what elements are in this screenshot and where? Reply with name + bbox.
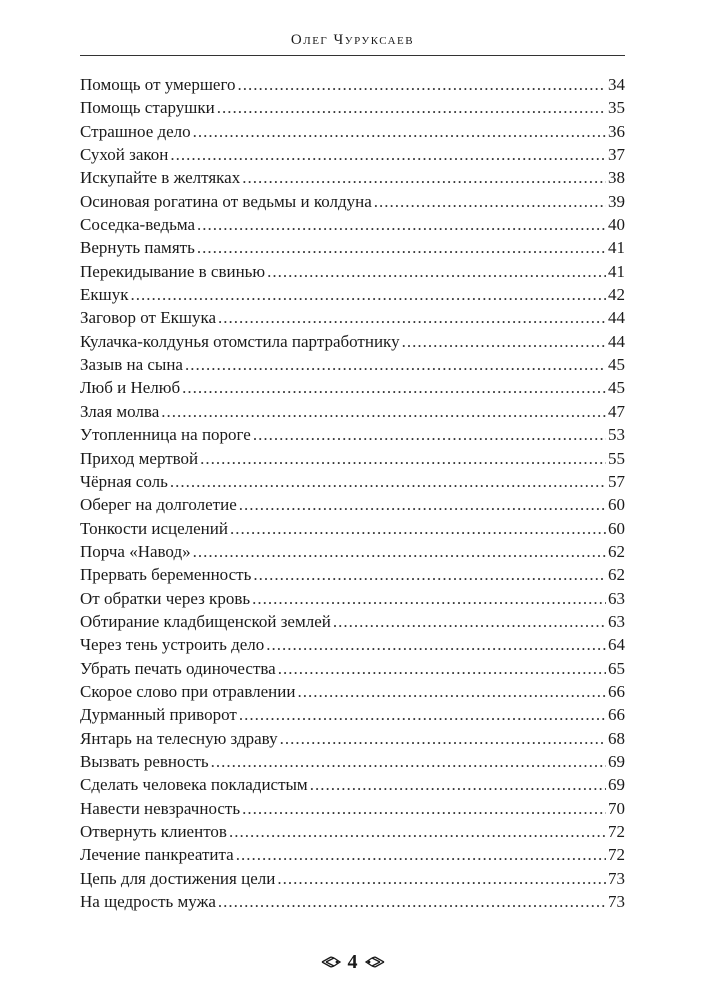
toc-entry xyxy=(80,166,625,189)
toc-entry xyxy=(80,236,625,259)
toc-entry-title: Навести невзрачность xyxy=(80,798,241,818)
toc-entry-title: Злая молва xyxy=(80,401,160,421)
toc-entry xyxy=(80,703,625,726)
toc-entry-page: 36 xyxy=(608,121,625,141)
toc-entry-title: Сделать человека покладистым xyxy=(80,775,308,795)
toc-entry-title: Чёрная соль xyxy=(80,471,168,491)
toc-dot-leader xyxy=(200,447,606,470)
toc-dot-leader xyxy=(197,213,606,236)
toc-dot-leader xyxy=(218,306,606,329)
toc-entry-page: 69 xyxy=(608,751,625,771)
toc-entry xyxy=(80,447,625,470)
toc-entry xyxy=(80,517,625,540)
running-head: Олег Чуруксаев xyxy=(290,32,415,48)
toc-entry-page: 73 xyxy=(608,892,625,912)
toc-entry-page: 66 xyxy=(608,681,625,701)
toc-entry-title: Тонкости исцелений xyxy=(80,518,228,538)
ornament-left-icon xyxy=(320,955,342,969)
toc-entry xyxy=(80,73,625,96)
toc-entry-title: Убрать печать одиночества xyxy=(80,658,276,678)
toc-dot-leader xyxy=(297,680,606,703)
toc-entry xyxy=(80,120,625,143)
toc-dot-leader xyxy=(170,143,606,166)
toc-entry xyxy=(80,610,625,633)
toc-entry-title: Вернуть память xyxy=(80,238,195,258)
toc-entry-page: 62 xyxy=(608,565,625,585)
page-number: 4 xyxy=(347,951,358,973)
toc-dot-leader xyxy=(217,96,606,119)
toc-entry-page: 38 xyxy=(608,168,625,188)
toc-dot-leader xyxy=(236,843,606,866)
toc-entry-title: Вызвать ревность xyxy=(80,751,209,771)
toc-entry-page: 57 xyxy=(608,471,625,491)
toc-entry-title: Заговор от Екшука xyxy=(80,308,217,328)
toc-dot-leader xyxy=(374,190,606,213)
toc-entry-page: 60 xyxy=(608,518,625,538)
toc-entry-title: На щедрость мужа xyxy=(80,892,216,912)
toc-entry-title: Цепь для достижения цели xyxy=(80,868,276,888)
toc-dot-leader xyxy=(277,867,606,890)
toc-entry xyxy=(80,96,625,119)
toc-entry-page: 47 xyxy=(608,401,625,421)
toc-dot-leader xyxy=(253,563,606,586)
toc-dot-leader xyxy=(131,283,607,306)
toc-dot-leader xyxy=(267,260,606,283)
toc-entry-page: 64 xyxy=(608,635,625,655)
toc-entry xyxy=(80,890,625,913)
toc-dot-leader xyxy=(253,423,606,446)
toc-entry xyxy=(80,260,625,283)
toc-entry-page: 44 xyxy=(608,331,625,351)
toc-dot-leader xyxy=(266,633,606,656)
toc-entry-title: Отвернуть клиентов xyxy=(80,822,227,841)
toc-entry-title: Приход мертвой xyxy=(80,448,199,468)
toc-entry-title: Люб и Нелюб xyxy=(80,378,181,398)
toc-entry xyxy=(80,773,625,796)
toc-entry xyxy=(80,750,625,773)
toc-entry-title: Дурманный приворот xyxy=(80,705,237,725)
toc-entry xyxy=(80,353,625,376)
toc-entry-page: 40 xyxy=(608,215,625,235)
toc-entry-title: Скорое слово при отравлении xyxy=(80,681,296,701)
toc-entry xyxy=(80,213,625,236)
toc-entry-page: 69 xyxy=(608,775,625,795)
toc-entry xyxy=(80,633,625,656)
toc-dot-leader xyxy=(182,376,606,399)
toc-entry-title: Лечение панкреатита xyxy=(80,845,234,865)
toc-entry-title: Страшное дело xyxy=(80,121,191,141)
toc-dot-leader xyxy=(170,470,606,493)
toc-entry-title: Перекидывание в свинью xyxy=(80,261,266,281)
toc-entry-title: Утопленница на пороге xyxy=(80,425,251,445)
toc-entry-page: 45 xyxy=(608,378,625,398)
toc-entry xyxy=(80,657,625,680)
toc-dot-leader xyxy=(211,750,606,773)
toc-dot-leader xyxy=(242,797,606,820)
toc-entry xyxy=(80,470,625,493)
toc-entry-title: Помощь от умершего xyxy=(80,75,236,94)
toc-dot-leader xyxy=(161,400,606,423)
toc-entry-title: Помощь старушки xyxy=(80,98,215,118)
toc-entry xyxy=(80,423,625,446)
toc-dot-leader xyxy=(278,657,606,680)
toc-entry xyxy=(80,330,625,353)
toc-dot-leader xyxy=(239,493,606,516)
toc-dot-leader xyxy=(242,166,606,189)
toc-entry-page: 42 xyxy=(608,285,625,305)
toc-entry-page: 68 xyxy=(608,728,625,748)
toc-entry-page: 53 xyxy=(608,425,625,445)
toc-dot-leader xyxy=(230,517,606,540)
toc-entry-title: Зазыв на сына xyxy=(80,355,183,375)
toc-entry xyxy=(80,306,625,329)
toc-entry xyxy=(80,190,625,213)
toc-entry-page: 70 xyxy=(608,798,625,818)
toc-entry-page: 39 xyxy=(608,191,625,211)
toc-entry-page: 44 xyxy=(608,308,625,328)
toc-entry xyxy=(80,563,625,586)
toc-dot-leader xyxy=(238,73,606,96)
page-footer xyxy=(0,950,705,974)
toc-entry-page: 66 xyxy=(608,705,625,725)
toc-entry xyxy=(80,493,625,516)
toc-entry xyxy=(80,680,625,703)
toc-entry-page: 41 xyxy=(608,261,625,281)
toc-entry-title: Обтирание кладбищенской землей xyxy=(80,611,331,631)
toc-entry xyxy=(80,867,625,890)
toc-entry-title: Кулачка-колдунья отомстила партработнику xyxy=(80,331,400,351)
toc-entry xyxy=(80,843,625,866)
toc-entry-page: 65 xyxy=(608,658,625,678)
toc-entry-page: 63 xyxy=(608,611,625,631)
toc-entry-title: Соседка-ведьма xyxy=(80,215,196,235)
toc-entry-title: Искупайте в желтяках xyxy=(80,168,241,188)
toc-dot-leader xyxy=(193,120,606,143)
toc-dot-leader xyxy=(197,236,606,259)
toc-entry xyxy=(80,143,625,166)
toc-entry-title: Янтарь на телесную здраву xyxy=(80,728,278,748)
toc-entry-title: Екшук xyxy=(80,285,129,305)
toc-dot-leader xyxy=(229,820,606,843)
toc-entry xyxy=(80,540,625,563)
toc-dot-leader xyxy=(185,353,606,376)
toc-entry-page: 34 xyxy=(608,75,625,94)
toc-entry xyxy=(80,727,625,750)
toc-entry-title: Через тень устроить дело xyxy=(80,635,265,655)
toc-entry-page: 62 xyxy=(608,541,625,561)
toc-entry-page: 45 xyxy=(608,355,625,375)
toc-entry xyxy=(80,283,625,306)
toc-dot-leader xyxy=(280,727,606,750)
table-of-contents xyxy=(80,73,625,913)
toc-entry-page: 37 xyxy=(608,145,625,165)
toc-entry-page: 55 xyxy=(608,448,625,468)
toc-entry-page: 73 xyxy=(608,868,625,888)
toc-entry-title: Прервать беременность xyxy=(80,565,252,585)
toc-entry xyxy=(80,820,625,843)
toc-dot-leader xyxy=(239,703,606,726)
toc-entry xyxy=(80,376,625,399)
toc-dot-leader xyxy=(252,587,606,610)
header-rule xyxy=(80,55,625,56)
toc-dot-leader xyxy=(218,890,606,913)
toc-entry-page: 72 xyxy=(608,845,625,865)
toc-dot-leader xyxy=(193,540,606,563)
toc-entry-title: Порча «Навод» xyxy=(80,541,191,561)
toc-entry-title: От обратки через кровь xyxy=(80,588,251,608)
ornament-right-icon xyxy=(364,955,386,969)
toc-dot-leader xyxy=(402,330,606,353)
toc-entry-page: 60 xyxy=(608,495,625,515)
toc-entry xyxy=(80,587,625,610)
toc-entry xyxy=(80,400,625,423)
toc-entry-title: Сухой закон xyxy=(80,145,169,165)
toc-entry-title: Оберег на долголетие xyxy=(80,495,237,515)
toc-entry-page: 41 xyxy=(608,238,625,258)
toc-entry-title: Осиновая рогатина от ведьмы и колдуна xyxy=(80,191,372,211)
toc-entry xyxy=(80,797,625,820)
toc-dot-leader xyxy=(333,610,606,633)
toc-entry-page: 35 xyxy=(608,98,625,118)
toc-entry-page: 72 xyxy=(608,822,625,841)
toc-entry-page: 63 xyxy=(608,588,625,608)
toc-dot-leader xyxy=(310,773,606,796)
